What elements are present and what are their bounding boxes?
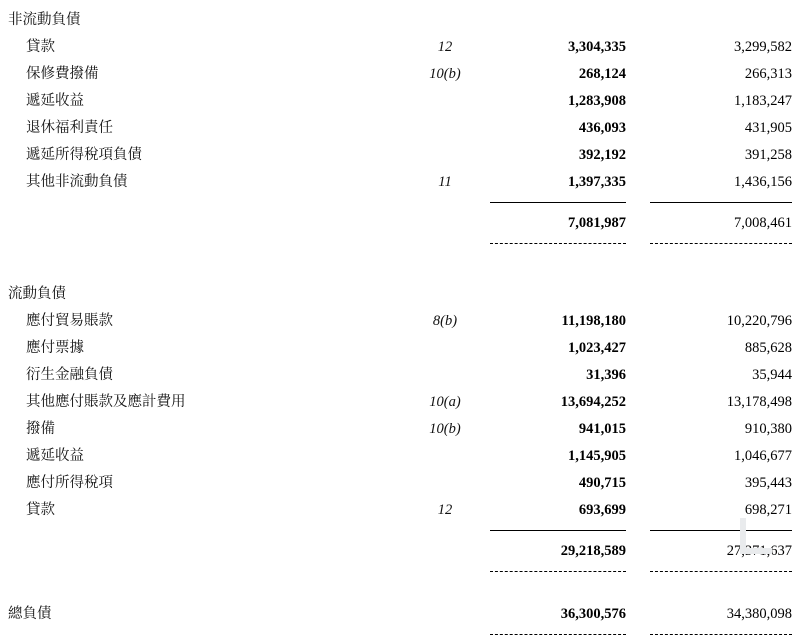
dash-spacer-label <box>0 558 400 572</box>
subtotal-previous-value: 7,008,461 <box>734 214 792 231</box>
row-previous-value: 431,905 <box>744 119 792 136</box>
row-previous-value: 395,443 <box>744 474 792 491</box>
subtotal-dash-previous <box>650 230 800 244</box>
subtotal-label <box>0 531 400 558</box>
row-note: 10(b) <box>429 65 461 82</box>
row-note <box>400 81 490 108</box>
row-current-value: 941,015 <box>578 420 626 437</box>
dash-spacer-note <box>400 621 490 635</box>
row-note: 10(a) <box>429 393 461 410</box>
row-current-value: 1,397,335 <box>568 173 626 190</box>
row-current-value: 1,145,905 <box>568 447 626 464</box>
section-current-blank <box>490 274 650 301</box>
subtotal-label <box>0 203 400 230</box>
grand-total-gap-cell <box>0 572 800 594</box>
table-row <box>0 108 800 135</box>
row-previous-value: 885,628 <box>744 339 792 356</box>
table-row <box>0 355 800 382</box>
subtotal-rule-previous <box>650 517 800 531</box>
row-note <box>400 463 490 490</box>
table-row <box>0 409 800 436</box>
row-label: 應付票據 <box>26 339 84 356</box>
table-row <box>0 81 800 108</box>
subtotal-dash-current <box>490 558 650 572</box>
row-label: 退休福利責任 <box>26 119 113 136</box>
grand-total-dash-current <box>490 621 650 635</box>
section-previous-blank <box>650 274 800 301</box>
table-row <box>0 436 800 463</box>
rule-spacer-label <box>0 189 400 203</box>
subtotal-row <box>0 203 800 230</box>
row-previous-value: 3,299,582 <box>734 38 792 55</box>
subtotal-rule-row <box>0 517 800 531</box>
subtotal-note <box>400 531 490 558</box>
grand-total-note <box>400 594 490 621</box>
row-current-value: 693,699 <box>578 501 626 518</box>
row-note <box>400 108 490 135</box>
grand-total-previous-value: 34,380,098 <box>726 605 792 622</box>
table-row <box>0 27 800 54</box>
row-current-value: 436,093 <box>578 119 626 136</box>
section-gap <box>0 244 800 274</box>
row-previous-value: 1,046,677 <box>734 447 792 464</box>
section-note-blank <box>400 0 490 27</box>
row-label: 衍生金融負債 <box>26 366 113 383</box>
row-previous-value: 266,313 <box>744 65 792 82</box>
dash-spacer-label <box>0 621 400 635</box>
table-row <box>0 301 800 328</box>
dash-spacer-label <box>0 230 400 244</box>
row-previous-value: 1,436,156 <box>734 173 792 190</box>
section-previous-blank <box>650 0 800 27</box>
dash-spacer-note <box>400 230 490 244</box>
subtotal-previous-value: 27,371,637 <box>726 542 792 559</box>
row-previous-value: 13,178,498 <box>726 393 792 410</box>
section-current-blank <box>490 0 650 27</box>
rule-spacer-note <box>400 517 490 531</box>
grand-total-current-value: 36,300,576 <box>560 605 626 622</box>
row-previous-value: 1,183,247 <box>734 92 792 109</box>
row-label: 其他應付賬款及應計費用 <box>26 393 186 410</box>
row-current-value: 392,192 <box>578 146 626 163</box>
row-label: 應付所得稅項 <box>26 474 113 491</box>
subtotal-dashed-rule-row <box>0 558 800 572</box>
table-row <box>0 463 800 490</box>
row-note: 12 <box>437 501 453 518</box>
subtotal-dash-current <box>490 230 650 244</box>
subtotal-rule-previous <box>650 189 800 203</box>
grand-total-row <box>0 594 800 621</box>
row-note <box>400 355 490 382</box>
table-row <box>0 54 800 81</box>
table-row <box>0 162 800 189</box>
subtotal-rule-row <box>0 189 800 203</box>
subtotal-rule-current <box>490 189 650 203</box>
row-previous-value: 698,271 <box>744 501 792 518</box>
row-previous-value: 910,380 <box>744 420 792 437</box>
row-current-value: 11,198,180 <box>561 312 626 329</box>
rule-spacer-note <box>400 189 490 203</box>
row-note <box>400 135 490 162</box>
grand-total-label: 總負債 <box>8 605 52 622</box>
subtotal-row <box>0 531 800 558</box>
subtotal-rule-current <box>490 517 650 531</box>
table-row <box>0 382 800 409</box>
row-previous-value: 10,220,796 <box>726 312 792 329</box>
row-label: 遞延所得稅項負債 <box>26 146 142 163</box>
row-label: 遞延收益 <box>26 92 84 109</box>
row-note <box>400 436 490 463</box>
row-current-value: 13,694,252 <box>560 393 626 410</box>
row-note: 8(b) <box>432 312 458 329</box>
dash-spacer-note <box>400 558 490 572</box>
row-label: 應付貿易賬款 <box>26 312 113 329</box>
row-note: 11 <box>438 173 452 190</box>
section-header-row <box>0 0 800 27</box>
section-title-non-current-liabilities: 非流動負債 <box>8 11 81 28</box>
rule-spacer-label <box>0 517 400 531</box>
row-current-value: 268,124 <box>578 65 626 82</box>
table-row <box>0 490 800 517</box>
grand-total-dashed-rule-row <box>0 621 800 635</box>
row-current-value: 3,304,335 <box>568 38 626 55</box>
row-current-value: 490,715 <box>578 474 626 491</box>
row-previous-value: 35,944 <box>752 366 792 383</box>
grand-total-dash-previous <box>650 621 800 635</box>
row-label: 撥備 <box>26 420 55 437</box>
row-current-value: 1,283,908 <box>568 92 626 109</box>
row-previous-value: 391,258 <box>744 146 792 163</box>
row-note: 10(b) <box>429 420 461 437</box>
subtotal-current-value: 7,081,987 <box>568 214 626 231</box>
table-row <box>0 135 800 162</box>
row-current-value: 1,023,427 <box>568 339 626 356</box>
section-note-blank <box>400 274 490 301</box>
row-label: 保修費撥備 <box>26 65 99 82</box>
section-gap-cell <box>0 244 800 274</box>
row-label: 其他非流動負債 <box>26 173 128 190</box>
subtotal-note <box>400 203 490 230</box>
subtotal-dash-previous <box>650 558 800 572</box>
row-current-value: 31,396 <box>586 366 626 383</box>
row-label: 遞延收益 <box>26 447 84 464</box>
row-label: 貸款 <box>26 501 55 518</box>
section-title-current-liabilities: 流動負債 <box>8 285 66 302</box>
table-row <box>0 328 800 355</box>
row-label: 貸款 <box>26 38 55 55</box>
row-note <box>400 328 490 355</box>
section-header-row <box>0 274 800 301</box>
subtotal-current-value: 29,218,589 <box>560 542 626 559</box>
subtotal-dashed-rule-row <box>0 230 800 244</box>
grand-total-gap <box>0 572 800 594</box>
row-note: 12 <box>437 38 453 55</box>
